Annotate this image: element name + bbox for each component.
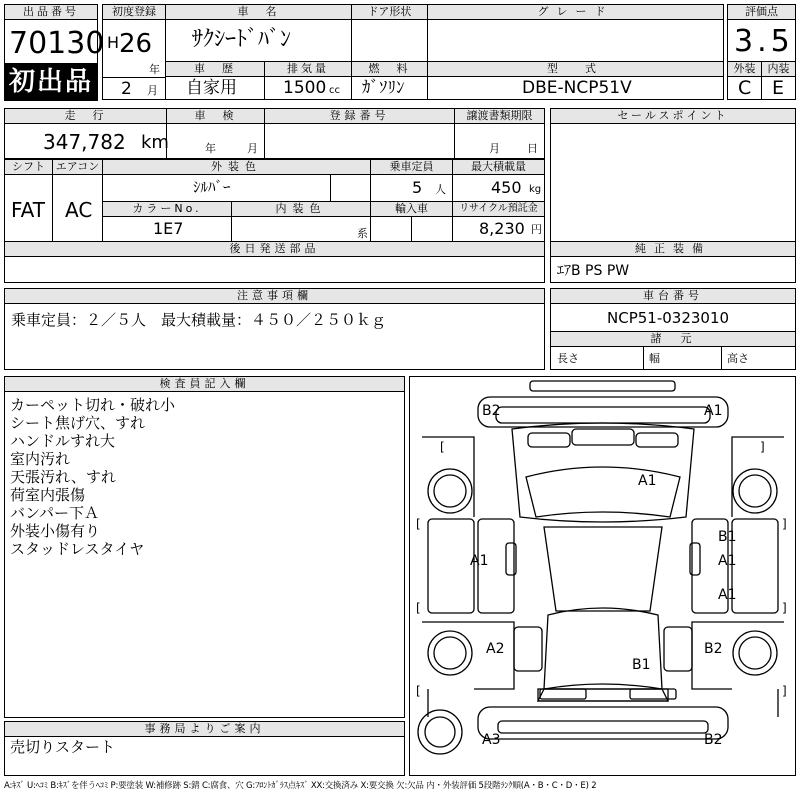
inspector-notes-list — [10, 396, 175, 558]
damage-right-front-door: A1 — [718, 553, 737, 569]
ac-label: エアコン — [52, 159, 103, 175]
damage-rear-left-corner: A3 — [482, 732, 501, 748]
model-value: DBE-NCP51V — [522, 78, 632, 98]
month-unit: 月 — [147, 84, 158, 97]
grade-box — [427, 4, 724, 62]
grade-label: グレード — [427, 4, 724, 20]
interior-color-suffix: 系 — [357, 227, 368, 240]
displacement-unit: cc — [329, 85, 340, 96]
list-item: 外装小傷有り — [10, 522, 101, 540]
transfer-month-unit: 月 — [489, 142, 500, 155]
displacement-label: 排気量 — [264, 61, 352, 77]
list-item: カーペット切れ・破れ小 — [10, 396, 176, 414]
chassis-box — [550, 288, 796, 370]
door-box — [351, 4, 428, 62]
svg-text:[: [ — [416, 601, 421, 615]
exterior-color-value: ｼﾙﾊﾞｰ — [193, 178, 231, 196]
import-label: 輸入車 — [370, 201, 453, 217]
era-label: H — [107, 33, 120, 52]
list-item: ハンドルすれ大 — [10, 432, 116, 450]
damage-hood: A1 — [638, 473, 657, 489]
divider — [330, 175, 331, 201]
registration-number-label: 登録番号 — [264, 108, 455, 124]
exterior-rating-box — [727, 61, 762, 100]
displacement-value: 1500 — [283, 78, 327, 98]
recycle-unit: 円 — [531, 223, 542, 236]
svg-text:[: [ — [440, 440, 445, 454]
score-box — [727, 4, 796, 62]
inspection-year-unit: 年 — [205, 142, 216, 155]
damage-roof-rear: B1 — [632, 657, 651, 673]
divider — [103, 77, 165, 78]
max-load-unit: kg — [529, 184, 542, 195]
first-listing-badge: 初出品 — [4, 63, 98, 101]
office-label: 事務局よりご案内 — [4, 721, 405, 737]
damage-left-front-door: A1 — [470, 553, 489, 569]
fuel-label: 燃 料 — [351, 61, 428, 77]
list-item: 荷室内張傷 — [10, 486, 86, 504]
capacity-label: 乗車定員 — [370, 159, 453, 175]
damage-legend: A:ｷｽﾞ U:ﾍｺﾐ B:ｷｽﾞを伴うﾍｺﾐ P:要塗装 W:補修跡 S:錆 C:腐食、穴 G:ﾌﾛﾝﾄｶﾞﾗｽ点ｷｽﾞ XX:交換済み X:要交換 欠:欠品 内・外装評価 5段階ﾗﾝｸ順(A・B・C・D・E) 2 — [4, 781, 597, 791]
first-registration-year: 26 — [119, 29, 153, 59]
later-parts-label: 後日発送部品 — [4, 241, 545, 257]
registration-number-box — [264, 108, 455, 159]
interior-rating-box — [761, 61, 796, 100]
inspector-notes-box — [4, 376, 405, 718]
car-name: ｻｸｼｰﾄﾞﾊﾞﾝ — [192, 27, 292, 52]
svg-text:]: ] — [782, 517, 787, 531]
mileage-box — [4, 108, 167, 159]
shift-label: シフト — [4, 159, 53, 175]
notes-value: 乗車定員：２／５人 最大積載量：４５０／２５０ｋｇ — [11, 311, 387, 329]
capacity-value: 5 — [412, 178, 423, 197]
divider — [411, 216, 412, 241]
color-number-value: 1E7 — [153, 219, 184, 238]
length-label: 長さ — [557, 352, 579, 365]
max-load-label: 最大積載量 — [452, 159, 545, 175]
interior-rating: E — [772, 77, 785, 99]
car-name-box — [165, 4, 352, 62]
displacement-box — [264, 61, 352, 100]
svg-text:[: [ — [416, 684, 421, 698]
interior-color-label: 内装色 — [231, 201, 371, 217]
equipment-box — [550, 241, 796, 283]
damage-front-right-corner: A1 — [704, 403, 723, 419]
notes-label: 注意事項欄 — [4, 288, 545, 304]
mileage-unit: km — [141, 132, 169, 153]
exterior-rating: C — [738, 77, 752, 99]
inspection-month-unit: 月 — [247, 142, 258, 155]
equipment-label: 純正装備 — [550, 241, 796, 257]
damage-right-rear-quarter: B2 — [704, 641, 723, 657]
transfer-day-unit: 日 — [527, 142, 538, 155]
chassis-label: 車台番号 — [550, 288, 796, 304]
damage-right-fender: B1 — [718, 529, 737, 545]
model-box — [427, 61, 724, 100]
notes-box — [4, 288, 545, 370]
sales-points-label: セールスポイント — [550, 108, 796, 124]
svg-text:[: [ — [416, 517, 421, 531]
divider — [643, 346, 644, 369]
svg-text:]: ] — [782, 601, 787, 615]
svg-text:]: ] — [760, 440, 765, 454]
max-load-value: 450 — [491, 178, 522, 197]
equipment-value: ｴｱB PS PW — [557, 263, 630, 279]
ac-value: AC — [65, 198, 93, 222]
width-label: 幅 — [649, 352, 660, 365]
office-value: 売切りスタート — [10, 738, 116, 756]
transfer-deadline-label: 譲渡書類期限 — [454, 108, 545, 124]
transfer-deadline-box — [454, 108, 545, 159]
model-label: 型 式 — [427, 61, 724, 77]
car-damage-diagram — [410, 377, 795, 775]
list-item: 天張汚れ、すれ — [10, 468, 116, 486]
damage-rear-right-corner: B2 — [704, 732, 723, 748]
list-item: シート焦げ穴、すれ — [10, 414, 146, 432]
mileage-label: 走 行 — [4, 108, 167, 124]
chassis-number: NCP51-0323010 — [607, 309, 730, 327]
list-item: スタッドレスタイヤ — [10, 540, 145, 558]
interior-label: 内装 — [761, 61, 796, 77]
fuel-box — [351, 61, 428, 100]
damage-front-left-corner: B2 — [482, 403, 501, 419]
shift-value: FAT — [11, 198, 46, 222]
list-item: 室内汚れ — [10, 450, 71, 468]
exterior-label: 外装 — [727, 61, 762, 77]
score-value: 3.5 — [734, 24, 794, 59]
fuel-value: ｶﾞｿﾘﾝ — [362, 78, 405, 98]
door-label: ドア形状 — [351, 4, 428, 20]
damage-right-rear-door: A1 — [718, 587, 737, 603]
exterior-color-label: 外装色 — [102, 159, 371, 175]
score-label: 評価点 — [727, 4, 796, 20]
lot-number-label: 出品番号 — [4, 4, 98, 20]
car-diagram-box — [409, 376, 796, 776]
history-label: 車 歴 — [165, 61, 265, 77]
inspection-box — [166, 108, 265, 159]
list-item: バンパー下Ａ — [10, 504, 99, 522]
lot-number-box — [4, 4, 105, 100]
year-unit: 年 — [149, 63, 160, 76]
height-label: 高さ — [727, 352, 749, 365]
history-box — [165, 61, 265, 100]
first-registration-label: 初度登録 — [102, 4, 166, 20]
damage-left-rear-quarter: A2 — [486, 641, 505, 657]
capacity-unit: 人 — [435, 183, 446, 196]
divider — [721, 346, 722, 369]
history-value: 自家用 — [186, 78, 237, 98]
divider — [231, 201, 232, 241]
specs-label: 諸 元 — [550, 331, 796, 347]
later-parts-box — [4, 241, 545, 283]
first-registration-box — [102, 4, 166, 100]
sales-points-box — [550, 108, 796, 242]
first-registration-month: 2 — [121, 79, 132, 99]
inspector-notes-label: 検査員記入欄 — [4, 376, 405, 392]
color-number-label: カラーNo. — [102, 201, 232, 217]
lot-number: 70130 — [9, 26, 105, 61]
mileage-value: 347,782 — [43, 130, 126, 154]
recycle-label: リサイクル預託金 — [452, 201, 545, 217]
office-box — [4, 721, 405, 776]
inspection-label: 車 検 — [166, 108, 265, 124]
vehicle-spec-grid — [4, 159, 545, 242]
recycle-value: 8,230 — [479, 219, 525, 238]
svg-text:]: ] — [782, 684, 787, 698]
car-name-label: 車 名 — [165, 4, 352, 20]
